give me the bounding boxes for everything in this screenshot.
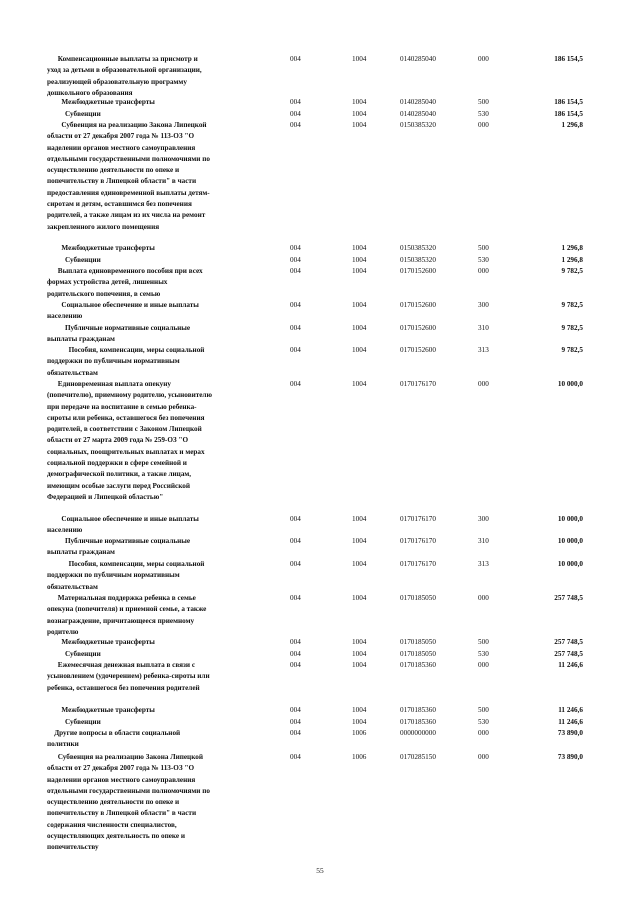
row-expense-type-code: 530 bbox=[478, 718, 489, 726]
row-expense-type-code: 530 bbox=[478, 256, 489, 264]
row-expense-type-code: 000 bbox=[478, 661, 489, 669]
row-target-item-code: 0170185050 bbox=[400, 638, 436, 646]
row-amount: 73 890,0 bbox=[557, 729, 583, 737]
row-amount: 10 000,0 bbox=[557, 537, 583, 545]
row-department-code: 004 bbox=[290, 729, 301, 737]
row-section-code: 1004 bbox=[352, 121, 367, 129]
row-expense-type-code: 500 bbox=[478, 244, 489, 252]
row-section-code: 1004 bbox=[352, 244, 367, 252]
row-section-code: 1004 bbox=[352, 256, 367, 264]
row-amount: 11 246,6 bbox=[558, 706, 583, 714]
row-amount: 257 748,5 bbox=[554, 594, 583, 602]
row-amount: 9 782,5 bbox=[561, 301, 583, 309]
row-name: Выплата единовременного пособия при всех формах устройства детей, лишенных родительского попечения, в семью bbox=[47, 267, 203, 298]
row-section-code: 1004 bbox=[352, 718, 367, 726]
row-department-code: 004 bbox=[290, 55, 301, 63]
row-section-code: 1004 bbox=[352, 110, 367, 118]
row-expense-type-code: 313 bbox=[478, 560, 489, 568]
row-amount: 10 000,0 bbox=[557, 560, 583, 568]
row-department-code: 004 bbox=[290, 98, 301, 106]
row-expense-type-code: 313 bbox=[478, 346, 489, 354]
row-section-code: 1004 bbox=[352, 594, 367, 602]
row-department-code: 004 bbox=[290, 267, 301, 275]
row-expense-type-code: 300 bbox=[478, 515, 489, 523]
row-section-code: 1004 bbox=[352, 650, 367, 658]
row-section-code: 1004 bbox=[352, 55, 367, 63]
row-department-code: 004 bbox=[290, 110, 301, 118]
row-section-code: 1006 bbox=[352, 729, 367, 737]
row-name: Публичные нормативные социальные выплаты гражданам bbox=[47, 537, 191, 557]
row-department-code: 004 bbox=[290, 706, 301, 714]
row-name: Материальная поддержка ребенка в семье опекуна (попечителя) и приемной семье, а также вознаграждение, причитающееся приемному родителю bbox=[47, 594, 207, 636]
row-section-code: 1004 bbox=[352, 98, 367, 106]
row-target-item-code: 0150385320 bbox=[400, 256, 436, 264]
row-target-item-code: 0140285040 bbox=[400, 98, 436, 106]
row-department-code: 004 bbox=[290, 346, 301, 354]
row-target-item-code: 0170152600 bbox=[400, 301, 436, 309]
row-name: Субвенции bbox=[47, 256, 101, 264]
row-department-code: 004 bbox=[290, 650, 301, 658]
row-section-code: 1004 bbox=[352, 324, 367, 332]
row-name: Пособия, компенсации, меры социальной поддержки по публичным нормативным обязательствам bbox=[47, 560, 205, 591]
row-name: Субвенции bbox=[47, 650, 101, 658]
row-target-item-code: 0170185050 bbox=[400, 594, 436, 602]
row-department-code: 004 bbox=[290, 301, 301, 309]
row-amount: 186 154,5 bbox=[554, 55, 583, 63]
row-amount: 186 154,5 bbox=[554, 98, 583, 106]
row-expense-type-code: 000 bbox=[478, 729, 489, 737]
page-number: 55 bbox=[316, 866, 324, 875]
row-amount: 1 296,8 bbox=[561, 244, 583, 252]
row-amount: 1 296,8 bbox=[561, 121, 583, 129]
row-section-code: 1004 bbox=[352, 380, 367, 388]
row-section-code: 1004 bbox=[352, 346, 367, 354]
row-target-item-code: 0170185360 bbox=[400, 661, 436, 669]
row-target-item-code: 0170285150 bbox=[400, 753, 436, 761]
row-department-code: 004 bbox=[290, 256, 301, 264]
row-department-code: 004 bbox=[290, 244, 301, 252]
row-target-item-code: 0170176170 bbox=[400, 380, 436, 388]
row-expense-type-code: 310 bbox=[478, 537, 489, 545]
row-section-code: 1004 bbox=[352, 706, 367, 714]
row-expense-type-code: 000 bbox=[478, 594, 489, 602]
row-target-item-code: 0150385320 bbox=[400, 121, 436, 129]
row-name: Межбюджетные трансферты bbox=[47, 638, 155, 646]
row-department-code: 004 bbox=[290, 515, 301, 523]
row-target-item-code: 0000000000 bbox=[400, 729, 436, 737]
row-target-item-code: 0140285040 bbox=[400, 110, 436, 118]
row-section-code: 1006 bbox=[352, 753, 367, 761]
row-amount: 10 000,0 bbox=[557, 515, 583, 523]
row-department-code: 004 bbox=[290, 661, 301, 669]
row-expense-type-code: 300 bbox=[478, 301, 489, 309]
row-name: Межбюджетные трансферты bbox=[47, 244, 155, 252]
row-expense-type-code: 000 bbox=[478, 121, 489, 129]
row-department-code: 004 bbox=[290, 638, 301, 646]
row-target-item-code: 0170185360 bbox=[400, 718, 436, 726]
row-amount: 9 782,5 bbox=[561, 324, 583, 332]
row-target-item-code: 0170152600 bbox=[400, 324, 436, 332]
row-name: Субвенции bbox=[47, 718, 101, 726]
row-name: Публичные нормативные социальные выплаты гражданам bbox=[47, 324, 191, 344]
row-department-code: 004 bbox=[290, 594, 301, 602]
row-expense-type-code: 000 bbox=[478, 55, 489, 63]
row-expense-type-code: 000 bbox=[478, 753, 489, 761]
row-department-code: 004 bbox=[290, 380, 301, 388]
row-expense-type-code: 500 bbox=[478, 706, 489, 714]
row-amount: 257 748,5 bbox=[554, 638, 583, 646]
row-section-code: 1004 bbox=[352, 560, 367, 568]
row-amount: 1 296,8 bbox=[561, 256, 583, 264]
row-target-item-code: 0170176170 bbox=[400, 515, 436, 523]
row-amount: 11 246,6 bbox=[558, 661, 583, 669]
row-department-code: 004 bbox=[290, 121, 301, 129]
row-department-code: 004 bbox=[290, 753, 301, 761]
row-department-code: 004 bbox=[290, 537, 301, 545]
row-name: Единовременная выплата опекуну (попечителю), приемному родителю, усыновителю при передаче на воспитание в семью ребенка- сироты или ребенка, оставшегося без попечения родителей, в соответствии с Законом Липецкой области от 27 марта 2009 года № 259-ОЗ "О социальных, поощрительных выплатах и мерах социальной поддержки в сфере семейной и демографической политики, а также лицам, имеющим особые заслуги перед Российской Федерацией и Липецкой областью" bbox=[47, 380, 212, 501]
row-name: Субвенция на реализацию Закона Липецкой области от 27 декабря 2007 года № 113-ОЗ "О наделении органов местного самоуправления отдельными государственными полномочиями по осуществлению деятельности по опеке и попечительству в Липецкой области" в части содержания численности специалистов, осуществляющих деятельность по опеке и попечительству bbox=[47, 753, 210, 852]
row-section-code: 1004 bbox=[352, 301, 367, 309]
row-amount: 10 000,0 bbox=[557, 380, 583, 388]
row-name: Субвенция на реализацию Закона Липецкой области от 27 декабря 2007 года № 113-ОЗ "О наделении органов местного самоуправления отдельными государственными полномочиями по осуществлению деятельности по опеке и попечительству в Липецкой области" в части предоставления единовременной выплаты детям- сиротам и детям, оставшимся без попечения родителей, а также лицам из их числа на ремонт закрепленного жилого помещения bbox=[47, 121, 210, 231]
row-section-code: 1004 bbox=[352, 537, 367, 545]
row-target-item-code: 0170185050 bbox=[400, 650, 436, 658]
row-department-code: 004 bbox=[290, 560, 301, 568]
row-expense-type-code: 530 bbox=[478, 110, 489, 118]
row-section-code: 1004 bbox=[352, 267, 367, 275]
row-expense-type-code: 310 bbox=[478, 324, 489, 332]
row-amount: 11 246,6 bbox=[558, 718, 583, 726]
row-amount: 186 154,5 bbox=[554, 110, 583, 118]
row-target-item-code: 0140285040 bbox=[400, 55, 436, 63]
row-section-code: 1004 bbox=[352, 661, 367, 669]
row-amount: 257 748,5 bbox=[554, 650, 583, 658]
row-target-item-code: 0170152600 bbox=[400, 267, 436, 275]
row-name: Межбюджетные трансферты bbox=[47, 98, 155, 106]
row-target-item-code: 0150385320 bbox=[400, 244, 436, 252]
row-name: Другие вопросы в области социальной политики bbox=[47, 729, 181, 749]
row-name: Субвенции bbox=[47, 110, 101, 118]
row-department-code: 004 bbox=[290, 718, 301, 726]
row-name: Компенсационные выплаты за присмотр и уход за детьми в образовательной организации, реализующей образовательную программу дошкольного образования bbox=[47, 55, 202, 97]
row-department-code: 004 bbox=[290, 324, 301, 332]
row-section-code: 1004 bbox=[352, 515, 367, 523]
row-amount: 73 890,0 bbox=[557, 753, 583, 761]
row-expense-type-code: 530 bbox=[478, 650, 489, 658]
row-amount: 9 782,5 bbox=[561, 267, 583, 275]
row-name: Пособия, компенсации, меры социальной поддержки по публичным нормативным обязательствам bbox=[47, 346, 205, 377]
row-amount: 9 782,5 bbox=[561, 346, 583, 354]
row-target-item-code: 0170152600 bbox=[400, 346, 436, 354]
row-expense-type-code: 500 bbox=[478, 98, 489, 106]
row-name: Ежемесячная денежная выплата в связи с усыновлением (удочерением) ребенка-сироты или ребенка, оставшегося без попечения родителей bbox=[47, 661, 210, 692]
row-target-item-code: 0170176170 bbox=[400, 537, 436, 545]
row-expense-type-code: 000 bbox=[478, 267, 489, 275]
row-name: Межбюджетные трансферты bbox=[47, 706, 155, 714]
row-expense-type-code: 000 bbox=[478, 380, 489, 388]
row-name: Социальное обеспечение и иные выплаты населению bbox=[47, 301, 199, 321]
row-section-code: 1004 bbox=[352, 638, 367, 646]
row-expense-type-code: 500 bbox=[478, 638, 489, 646]
row-target-item-code: 0170176170 bbox=[400, 560, 436, 568]
row-name: Социальное обеспечение и иные выплаты населению bbox=[47, 515, 199, 535]
row-target-item-code: 0170185360 bbox=[400, 706, 436, 714]
